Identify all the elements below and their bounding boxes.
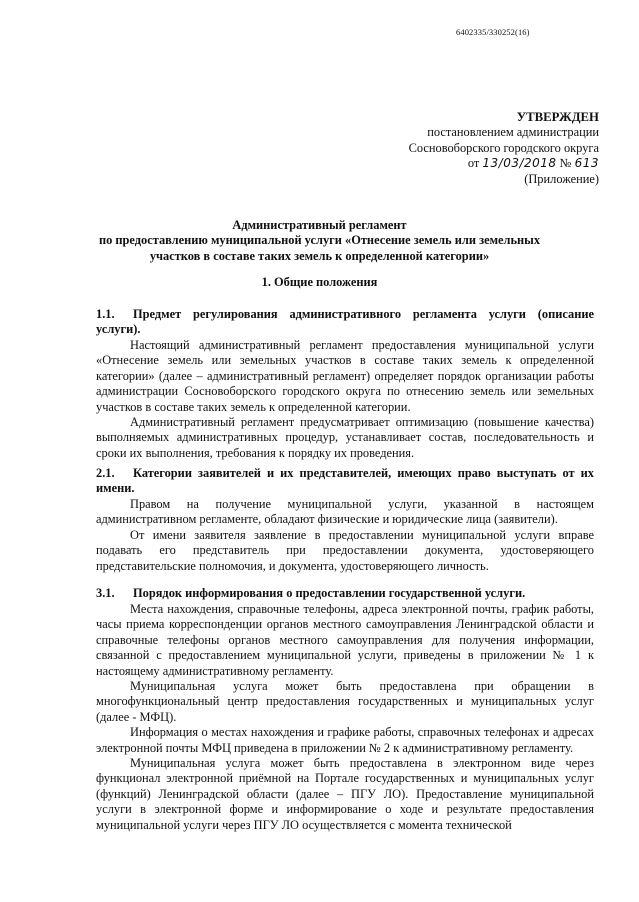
paragraph: Муниципальная услуга может быть предоставлена при обращении в многофункциональный центр предоставления государственных и муниципальных услуг (далее - МФЦ). <box>96 679 594 724</box>
number-prefix: № <box>559 156 572 171</box>
approval-appendix: (Приложение) <box>524 171 599 186</box>
title-line-1: Административный регламент <box>232 218 407 232</box>
title-line-2: по предоставлению муниципальной услуги «Отнесение земель или земельных <box>98 233 541 248</box>
handwritten-number: 613 <box>574 156 599 171</box>
paragraph: От имени заявителя заявление в предоставлении муниципальной услуги вправе подавать его представитель при предоставлении документа, удостоверяющего представительские полномочия, и документа, удостоверяющего личность. <box>96 527 594 573</box>
section-2-1-body <box>96 497 594 574</box>
section-number: 3.1. <box>96 586 115 600</box>
section-3-1-body <box>96 602 594 833</box>
title-line-3: участков в составе таких земель к определенной категории» <box>149 248 490 263</box>
approval-line-2: Сосновоборского городского округа <box>408 140 599 155</box>
section-heading-text: Категории заявителей и их представителей, имеющих право выступать от их имени. <box>96 466 594 496</box>
section-1-1-heading <box>96 307 594 338</box>
approval-line-1: постановлением администрации <box>427 125 599 140</box>
paragraph: Информация о местах нахождения и графике работы, справочных телефонах и адресах электронной почты МФЦ приведена в приложении № 2 к административному регламенту. <box>96 725 594 755</box>
document-code: 6402335/330252(16) <box>456 27 530 37</box>
approval-date-line <box>409 156 599 171</box>
section-number: 2.1. <box>96 466 115 480</box>
section-2-1-heading <box>96 466 594 497</box>
section-1-1-body <box>96 338 594 461</box>
section-number: 1.1. <box>96 307 115 321</box>
paragraph: Правом на получение муниципальной услуги, указанной в настоящем административном регламенте, обладают физические и юридические лица (заявители). <box>96 497 594 527</box>
handwritten-date: 13/03/2018 <box>482 156 557 171</box>
paragraph: Места нахождения, справочные телефоны, адреса электронной почты, график работы, часы приема корреспонденции органов местного самоуправления Ленинградской области и справочные телефоны органов местного самоуправления для получения информации, связанной с предоставлением муниципальной услуги, приведены в приложении № 1 к настоящему административному регламенту. <box>96 602 594 678</box>
approval-heading: УТВЕРЖДЕН <box>516 110 599 124</box>
section-heading-text: Предмет регулирования административного регламента услуги (описание услуги). <box>96 307 594 337</box>
date-prefix: от <box>467 156 480 171</box>
section-3-1-heading <box>96 586 594 601</box>
approval-stamp <box>409 110 599 187</box>
paragraph: Настоящий административный регламент предоставления муниципальной услуги «Отнесение земель или земельных участков в составе таких земель к определенной категории» (далее – административный регламент) определяет порядок организации работы администрации Сосновоборского городского округа по отнесению земель или земельных участков в составе таких земель к определенной категории. <box>96 338 594 414</box>
section-general-heading: 1. Общие положения <box>261 275 378 289</box>
document-title <box>60 218 579 264</box>
paragraph: Административный регламент предусматривает оптимизацию (повышение качества) выполняемых административных процедур, устанавливает состав, последовательность и сроки их выполнения, требования к порядку их проведения. <box>96 415 594 460</box>
section-heading-text: Порядок информирования о предоставлении государственной услуги. <box>133 586 526 600</box>
paragraph: Муниципальная услуга может быть предоставлена в электронном виде через функционал электронной приёмной на Портале государственных и муниципальных услуг (функций) Ленинградской области (далее – ПГУ ЛО). Предоставление муниципальной услуги в электронной форме и информирование о ходе и результате предоставления муниципальной услуги через ПГУ ЛО осуществляется с момента технической <box>96 756 594 832</box>
